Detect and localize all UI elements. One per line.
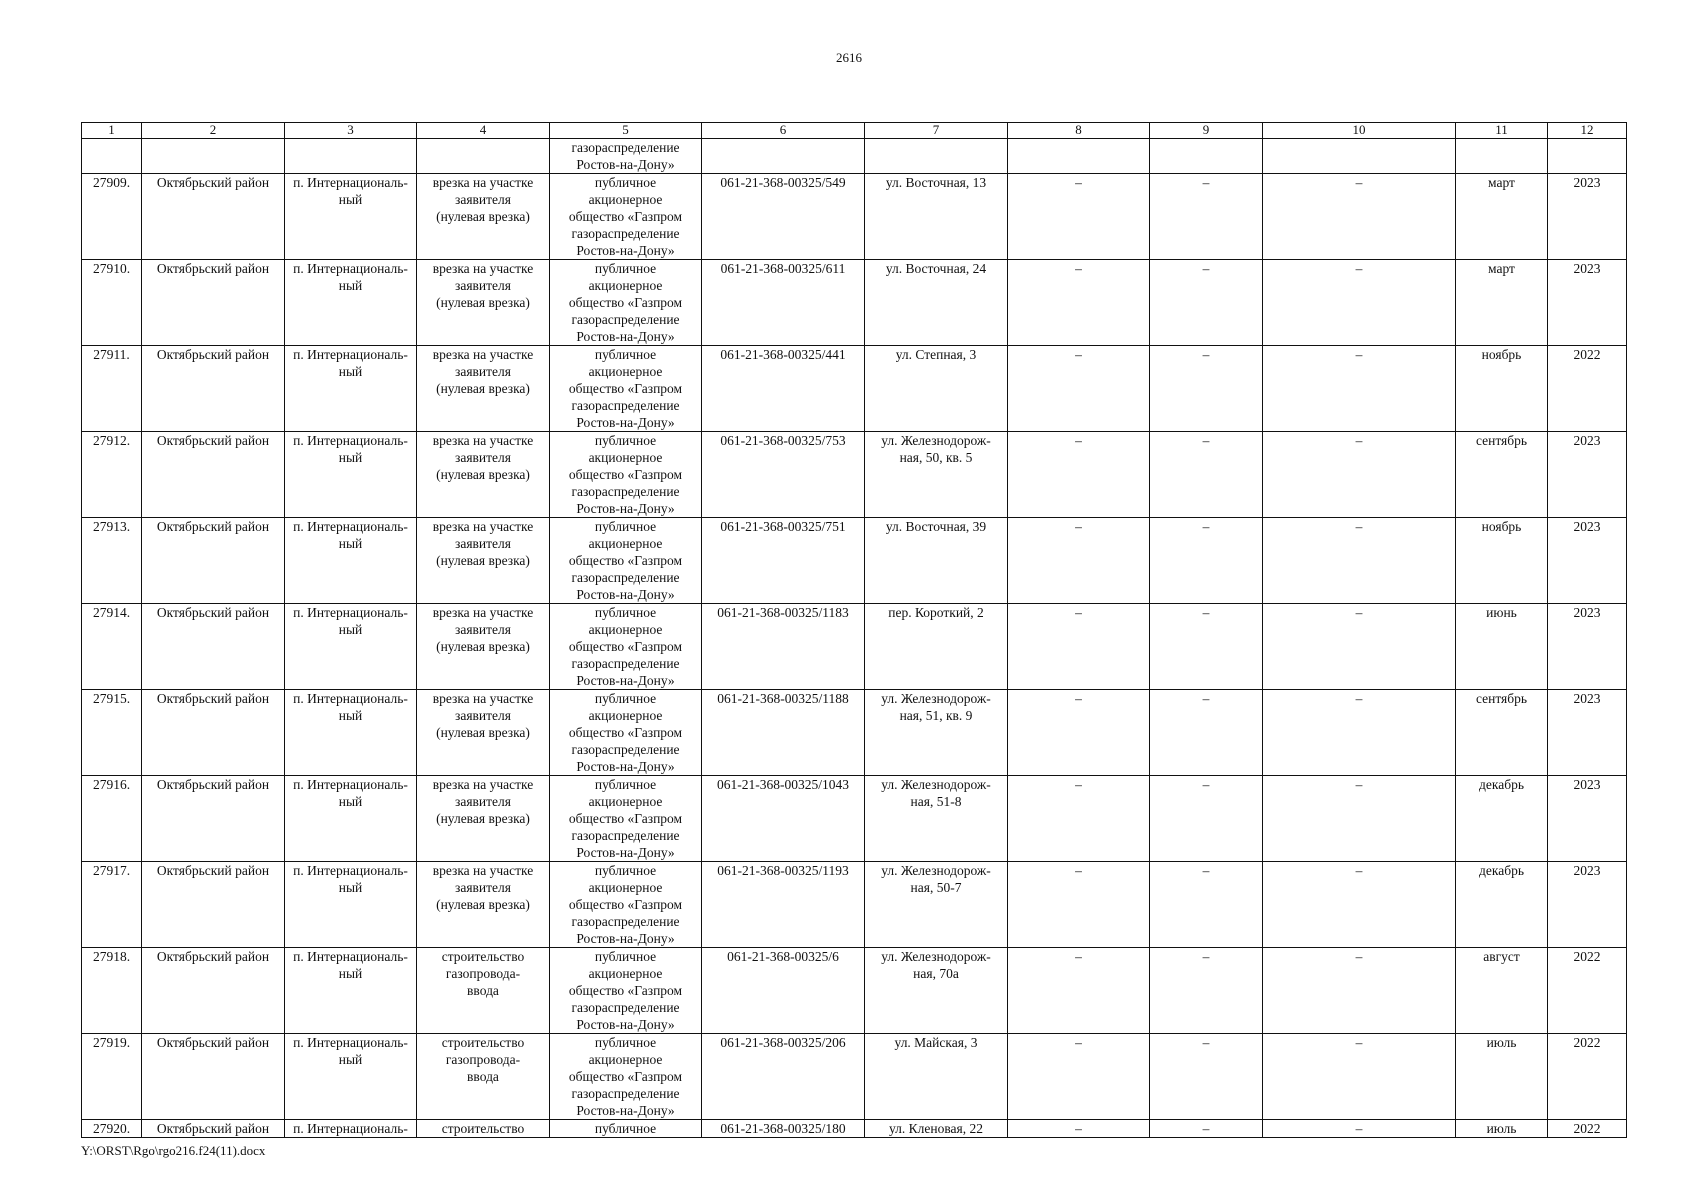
cell-reg-number: 061-21-368-00325/753 <box>702 432 865 518</box>
cell-num: 27918. <box>82 948 142 1034</box>
cell-col9: – <box>1150 862 1263 948</box>
cell-col10: – <box>1263 260 1456 346</box>
cell-organization: публичное акционерное общество «Газпром газораспределение Ростов-на-Дону» <box>550 346 702 432</box>
cell-num: 27916. <box>82 776 142 862</box>
cell-address: пер. Короткий, 2 <box>865 604 1008 690</box>
cell-year: 2022 <box>1548 1120 1627 1138</box>
cell-district: Октябрьский район <box>142 1034 285 1120</box>
cell-reg-number: 061-21-368-00325/1183 <box>702 604 865 690</box>
cell-month: март <box>1456 260 1548 346</box>
cell-district: Октябрьский район <box>142 346 285 432</box>
cell-col10: – <box>1263 1120 1456 1138</box>
column-header-2: 2 <box>142 123 285 139</box>
cell-month: сентябрь <box>1456 690 1548 776</box>
cell-year: 2023 <box>1548 518 1627 604</box>
column-header-5: 5 <box>550 123 702 139</box>
cell-work-type: врезка на участке заявителя (нулевая врезка) <box>417 260 550 346</box>
cell-col10: – <box>1263 862 1456 948</box>
cell-year: 2022 <box>1548 346 1627 432</box>
cell-col8: – <box>1008 518 1150 604</box>
cell-address: ул. Степная, 3 <box>865 346 1008 432</box>
cell-num: 27915. <box>82 690 142 776</box>
cell-reg-number: 061-21-368-00325/206 <box>702 1034 865 1120</box>
cell-work-type: строительство <box>417 1120 550 1138</box>
cell-year <box>1548 139 1627 174</box>
cell-year: 2023 <box>1548 604 1627 690</box>
cell-organization: публичное акционерное общество «Газпром газораспределение Ростов-на-Дону» <box>550 690 702 776</box>
cell-address: ул. Майская, 3 <box>865 1034 1008 1120</box>
cell-work-type: врезка на участке заявителя (нулевая врезка) <box>417 862 550 948</box>
cell-settlement: п. Интернациональ- ный <box>285 346 417 432</box>
cell-col10: – <box>1263 432 1456 518</box>
cell-col8: – <box>1008 690 1150 776</box>
cell-col9: – <box>1150 948 1263 1034</box>
cell-col8: – <box>1008 260 1150 346</box>
table-row <box>82 1034 1627 1120</box>
cell-work-type: врезка на участке заявителя (нулевая врезка) <box>417 432 550 518</box>
table-row <box>82 518 1627 604</box>
cell-col9: – <box>1150 604 1263 690</box>
cell-organization: публичное акционерное общество «Газпром газораспределение Ростов-на-Дону» <box>550 776 702 862</box>
cell-num: 27917. <box>82 862 142 948</box>
cell-settlement <box>285 139 417 174</box>
cell-district: Октябрьский район <box>142 174 285 260</box>
cell-num: 27909. <box>82 174 142 260</box>
cell-address: ул. Железнодорож- ная, 51-8 <box>865 776 1008 862</box>
cell-settlement: п. Интернациональ- ный <box>285 862 417 948</box>
cell-month: июль <box>1456 1034 1548 1120</box>
cell-col9: – <box>1150 260 1263 346</box>
table-row <box>82 1120 1627 1138</box>
cell-num <box>82 139 142 174</box>
cell-work-type: врезка на участке заявителя (нулевая врезка) <box>417 346 550 432</box>
cell-organization: публичное акционерное общество «Газпром газораспределение Ростов-на-Дону» <box>550 948 702 1034</box>
cell-district: Октябрьский район <box>142 776 285 862</box>
cell-work-type: врезка на участке заявителя (нулевая врезка) <box>417 604 550 690</box>
cell-settlement: п. Интернациональ- ный <box>285 690 417 776</box>
table-header <box>82 123 1627 139</box>
column-header-11: 11 <box>1456 123 1548 139</box>
cell-address: ул. Железнодорож- ная, 50, кв. 5 <box>865 432 1008 518</box>
cell-num: 27919. <box>82 1034 142 1120</box>
cell-organization: газораспределение Ростов-на-Дону» <box>550 139 702 174</box>
cell-num: 27910. <box>82 260 142 346</box>
cell-year: 2022 <box>1548 1034 1627 1120</box>
cell-col8: – <box>1008 1120 1150 1138</box>
cell-col9: – <box>1150 518 1263 604</box>
cell-num: 27920. <box>82 1120 142 1138</box>
cell-num: 27914. <box>82 604 142 690</box>
cell-year: 2023 <box>1548 174 1627 260</box>
table-row <box>82 776 1627 862</box>
cell-reg-number: 061-21-368-00325/180 <box>702 1120 865 1138</box>
cell-organization: публичное акционерное общество «Газпром газораспределение Ростов-на-Дону» <box>550 432 702 518</box>
column-header-7: 7 <box>865 123 1008 139</box>
cell-col8: – <box>1008 604 1150 690</box>
cell-col9: – <box>1150 776 1263 862</box>
cell-num: 27912. <box>82 432 142 518</box>
cell-col8 <box>1008 139 1150 174</box>
cell-reg-number: 061-21-368-00325/1188 <box>702 690 865 776</box>
cell-col9: – <box>1150 346 1263 432</box>
cell-address: ул. Железнодорож- ная, 70а <box>865 948 1008 1034</box>
cell-district: Октябрьский район <box>142 518 285 604</box>
cell-organization: публичное акционерное общество «Газпром газораспределение Ростов-на-Дону» <box>550 260 702 346</box>
cell-work-type: врезка на участке заявителя (нулевая врезка) <box>417 518 550 604</box>
cell-work-type: врезка на участке заявителя (нулевая врезка) <box>417 776 550 862</box>
cell-reg-number: 061-21-368-00325/1193 <box>702 862 865 948</box>
cell-address: ул. Восточная, 24 <box>865 260 1008 346</box>
cell-col9: – <box>1150 432 1263 518</box>
cell-month: ноябрь <box>1456 346 1548 432</box>
cell-organization: публичное <box>550 1120 702 1138</box>
cell-reg-number: 061-21-368-00325/751 <box>702 518 865 604</box>
cell-settlement: п. Интернациональ- ный <box>285 948 417 1034</box>
table-row <box>82 948 1627 1034</box>
cell-district: Октябрьский район <box>142 862 285 948</box>
table-row <box>82 346 1627 432</box>
cell-organization: публичное акционерное общество «Газпром газораспределение Ростов-на-Дону» <box>550 518 702 604</box>
cell-month: декабрь <box>1456 862 1548 948</box>
cell-col10: – <box>1263 690 1456 776</box>
cell-col10: – <box>1263 518 1456 604</box>
column-header-9: 9 <box>1150 123 1263 139</box>
cell-settlement: п. Интернациональ- ный <box>285 518 417 604</box>
cell-reg-number: 061-21-368-00325/441 <box>702 346 865 432</box>
table-row <box>82 604 1627 690</box>
cell-settlement: п. Интернациональ- ный <box>285 1034 417 1120</box>
cell-settlement: п. Интернациональ- ный <box>285 604 417 690</box>
cell-col8: – <box>1008 1034 1150 1120</box>
cell-col9: – <box>1150 690 1263 776</box>
cell-work-type: строительство газопровода- ввода <box>417 948 550 1034</box>
cell-month: август <box>1456 948 1548 1034</box>
cell-district: Октябрьский район <box>142 604 285 690</box>
cell-address: ул. Восточная, 13 <box>865 174 1008 260</box>
column-number-row <box>82 123 1627 139</box>
cell-col8: – <box>1008 174 1150 260</box>
cell-organization: публичное акционерное общество «Газпром газораспределение Ростов-на-Дону» <box>550 862 702 948</box>
cell-settlement: п. Интернациональ- <box>285 1120 417 1138</box>
cell-work-type: врезка на участке заявителя (нулевая врезка) <box>417 690 550 776</box>
cell-col10: – <box>1263 174 1456 260</box>
column-header-6: 6 <box>702 123 865 139</box>
table-row <box>82 260 1627 346</box>
table-row <box>82 690 1627 776</box>
column-header-12: 12 <box>1548 123 1627 139</box>
cell-settlement: п. Интернациональ- ный <box>285 174 417 260</box>
cell-organization: публичное акционерное общество «Газпром газораспределение Ростов-на-Дону» <box>550 604 702 690</box>
cell-address <box>865 139 1008 174</box>
cell-reg-number: 061-21-368-00325/6 <box>702 948 865 1034</box>
cell-address: ул. Железнодорож- ная, 50-7 <box>865 862 1008 948</box>
cell-address: ул. Железнодорож- ная, 51, кв. 9 <box>865 690 1008 776</box>
cell-month: март <box>1456 174 1548 260</box>
cell-district: Октябрьский район <box>142 1120 285 1138</box>
column-header-8: 8 <box>1008 123 1150 139</box>
cell-organization: публичное акционерное общество «Газпром газораспределение Ростов-на-Дону» <box>550 1034 702 1120</box>
page-number: 2616 <box>836 50 862 65</box>
cell-col9: – <box>1150 1034 1263 1120</box>
cell-district: Октябрьский район <box>142 948 285 1034</box>
cell-address: ул. Восточная, 39 <box>865 518 1008 604</box>
column-header-1: 1 <box>82 123 142 139</box>
cell-col10: – <box>1263 776 1456 862</box>
cell-col9: – <box>1150 1120 1263 1138</box>
cell-settlement: п. Интернациональ- ный <box>285 432 417 518</box>
cell-col10: – <box>1263 948 1456 1034</box>
cell-year: 2023 <box>1548 776 1627 862</box>
table-row <box>82 432 1627 518</box>
cell-reg-number: 061-21-368-00325/611 <box>702 260 865 346</box>
cell-reg-number: 061-21-368-00325/549 <box>702 174 865 260</box>
cell-num: 27911. <box>82 346 142 432</box>
table-row <box>82 862 1627 948</box>
cell-col10: – <box>1263 346 1456 432</box>
cell-col9 <box>1150 139 1263 174</box>
cell-settlement: п. Интернациональ- ный <box>285 260 417 346</box>
cell-col8: – <box>1008 776 1150 862</box>
cell-district <box>142 139 285 174</box>
column-header-4: 4 <box>417 123 550 139</box>
cell-col9: – <box>1150 174 1263 260</box>
cell-reg-number <box>702 139 865 174</box>
cell-work-type: строительство газопровода- ввода <box>417 1034 550 1120</box>
table-row <box>82 174 1627 260</box>
cell-col10 <box>1263 139 1456 174</box>
registry-table <box>81 122 1627 1138</box>
cell-year: 2022 <box>1548 948 1627 1034</box>
cell-organization: публичное акционерное общество «Газпром газораспределение Ростов-на-Дону» <box>550 174 702 260</box>
cell-year: 2023 <box>1548 862 1627 948</box>
cell-district: Октябрьский район <box>142 260 285 346</box>
cell-col8: – <box>1008 948 1150 1034</box>
footer-file-path: Y:\ORST\Rgo\rgo216.f24(11).docx <box>81 1143 266 1158</box>
cell-col10: – <box>1263 1034 1456 1120</box>
cell-month: сентябрь <box>1456 432 1548 518</box>
cell-month: июнь <box>1456 604 1548 690</box>
cell-work-type <box>417 139 550 174</box>
cell-col8: – <box>1008 862 1150 948</box>
cell-month <box>1456 139 1548 174</box>
table-body <box>82 139 1627 1138</box>
cell-col8: – <box>1008 432 1150 518</box>
cell-reg-number: 061-21-368-00325/1043 <box>702 776 865 862</box>
cell-settlement: п. Интернациональ- ный <box>285 776 417 862</box>
cell-col10: – <box>1263 604 1456 690</box>
column-header-3: 3 <box>285 123 417 139</box>
cell-district: Октябрьский район <box>142 432 285 518</box>
column-header-10: 10 <box>1263 123 1456 139</box>
cell-year: 2023 <box>1548 260 1627 346</box>
continuation-row <box>82 139 1627 174</box>
cell-month: декабрь <box>1456 776 1548 862</box>
cell-year: 2023 <box>1548 432 1627 518</box>
cell-month: ноябрь <box>1456 518 1548 604</box>
cell-col8: – <box>1008 346 1150 432</box>
cell-num: 27913. <box>82 518 142 604</box>
cell-month: июль <box>1456 1120 1548 1138</box>
cell-district: Октябрьский район <box>142 690 285 776</box>
cell-work-type: врезка на участке заявителя (нулевая врезка) <box>417 174 550 260</box>
cell-year: 2023 <box>1548 690 1627 776</box>
cell-address: ул. Кленовая, 22 <box>865 1120 1008 1138</box>
